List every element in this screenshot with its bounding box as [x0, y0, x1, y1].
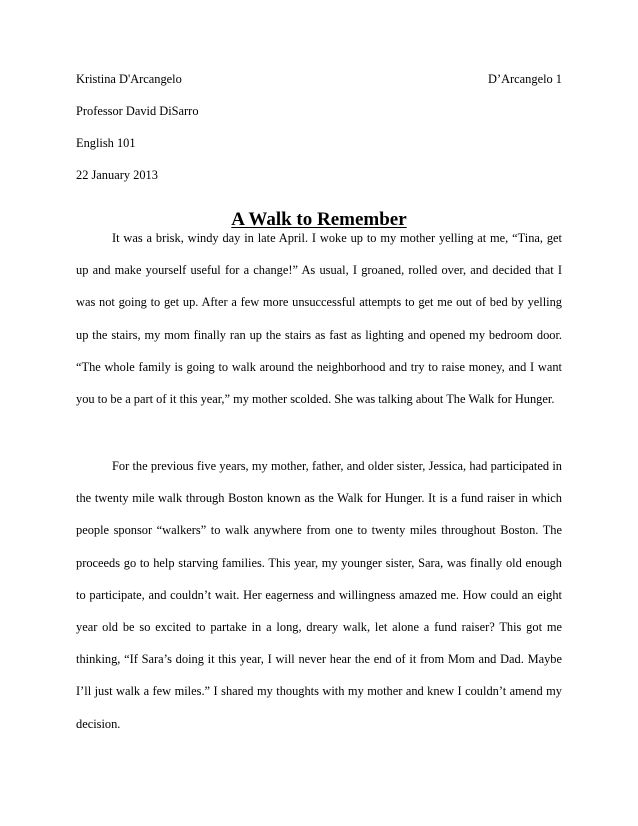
page-header: D’Arcangelo 1 [488, 72, 562, 86]
paragraph: It was a brisk, windy day in late April. I woke up to my mother yelling at me, “Tina, get up and make yourself useful for a change!” As usual, I groaned, rolled over, and decided that I was not going to get up. After a few more unsuccessful attempts to get me out of bed by yelling up the stairs, my mom finally ran up the stairs as fast as lighting and opened my bedroom door. “The whole family is going to walk around the neighborhood and try to raise money, and I want you to be a part of it this year,” my mother scolded. She was talking about The Walk for Hunger. [76, 231, 562, 407]
date: 22 January 2013 [76, 168, 158, 182]
essay-title-text: A Walk to Remember [231, 209, 407, 230]
paragraph: For the previous five years, my mother, father, and older sister, Jessica, had participated in the twenty mile walk through Boston known as the Walk for Hunger. It is a fund raiser in which people sponsor “walkers” to walk anywhere from one to twenty miles throughout Boston. The proceeds go to help starving families. This year, my younger sister, Sara, was finally old enough to participate, and couldn’t wait. Her eagerness and willingness amazed me. How could an eight year old be so excited to partake in a long, dreary walk, let alone a fund raiser? This got me thinking, “If Sara’s doing it this year, I will never hear the end of it from Mom and Dad. Maybe I’ll just walk a few miles.” I shared my thoughts with my mother and knew I couldn’t amend my decision. [76, 459, 562, 731]
professor-name: Professor David DiSarro [76, 104, 199, 118]
student-name: Kristina D'Arcangelo [76, 72, 182, 86]
course-name: English 101 [76, 136, 136, 150]
